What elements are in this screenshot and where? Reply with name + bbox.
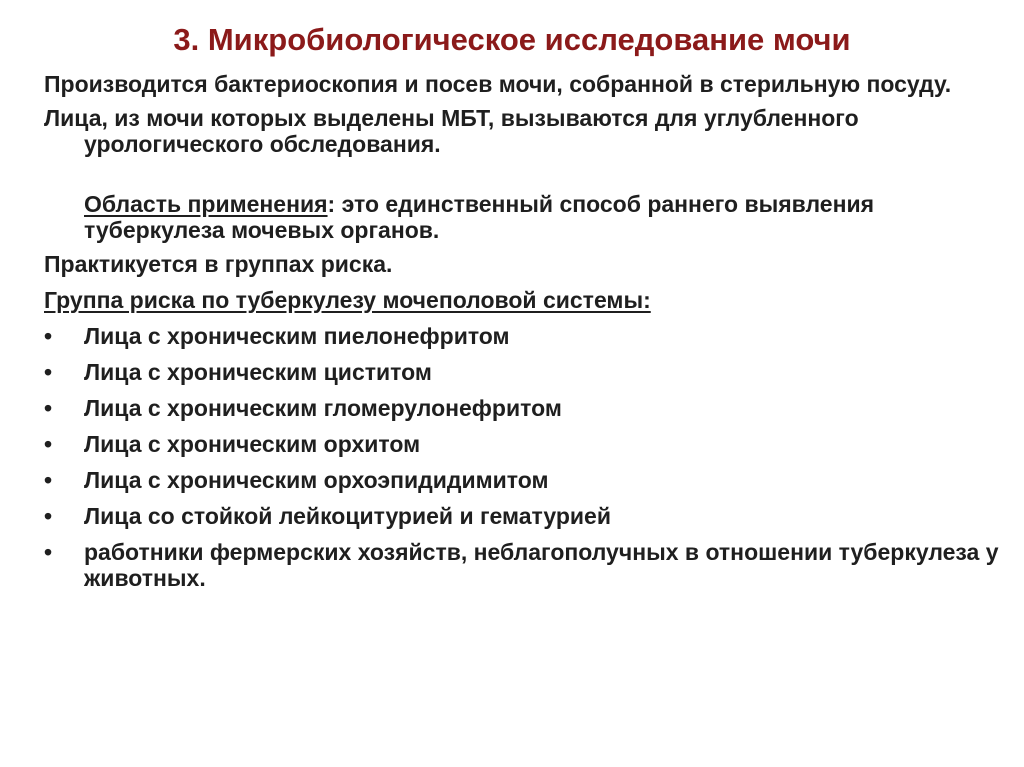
paragraph-bacterioscopy: Производится бактериоскопия и посев мочи, собранной в стерильную посуду.: [44, 71, 952, 97]
bullet-icon: •: [44, 359, 53, 385]
list-item: [44, 539, 1004, 591]
application-area-label: Область применения: [84, 191, 328, 217]
bullet-icon: •: [44, 503, 53, 529]
list-item-text: Лица с хроническим циститом: [84, 359, 432, 385]
list-item-text: Лица с хроническим пиелонефритом: [84, 323, 510, 349]
list-item-text: Лица с хроническим гломерулонефритом: [84, 395, 562, 421]
list-item-text: Лица со стойкой лейкоцитурией и гематурией: [84, 503, 611, 529]
list-item: [44, 431, 1004, 457]
bullet-icon: •: [44, 467, 53, 493]
list-item: [44, 323, 1004, 349]
slide-content: [44, 71, 1004, 601]
bullet-icon: •: [44, 431, 53, 457]
paragraph-mbt-patients: Лица, из мочи которых выделены МБТ, вызываются для углубленного урологического обследования.: [44, 105, 859, 157]
list-item: [44, 503, 1004, 529]
list-item-text: Лица с хроническим орхоэпидидимитом: [84, 467, 549, 493]
list-item-text: Лица с хроническим орхитом: [84, 431, 421, 457]
risk-group-list: [44, 323, 1004, 591]
paragraph-application-area: [44, 191, 1004, 243]
risk-group-heading: Группа риска по туберкулезу мочеполовой системы:: [44, 287, 651, 313]
slide-title: 3. Микробиологическое исследование мочи: [173, 22, 851, 57]
list-item: [44, 359, 1004, 385]
bullet-icon: •: [44, 395, 53, 421]
list-item: [44, 395, 1004, 421]
paragraph-risk-groups: Практикуется в группах риска.: [44, 251, 393, 277]
application-area-text: : это единственный способ раннего выявления туберкулеза мочевых органов.: [84, 191, 875, 243]
bullet-icon: •: [44, 323, 53, 349]
bullet-icon: •: [44, 539, 53, 565]
list-item: [44, 467, 1004, 493]
list-item-text: работники фермерских хозяйств, неблагополучных в отношении туберкулеза у животных.: [84, 539, 999, 591]
